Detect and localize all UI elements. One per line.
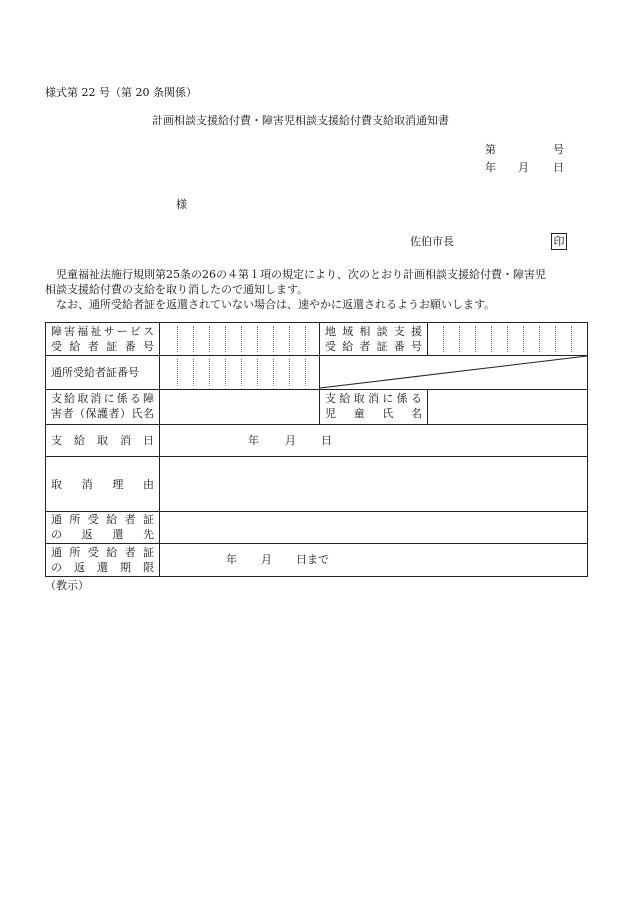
label-disabled-person-name-line2: 害者（保護者）氏名 — [51, 407, 154, 420]
label-community-support-line1: 地域相談支援 — [325, 325, 422, 338]
label-cancellation-date: 支給取消日 — [51, 434, 154, 447]
label-community-support-line2: 受給者証番号 — [325, 340, 422, 353]
label-return-destination-line2: の返還先 — [51, 528, 154, 541]
label-day-service-cert-number: 通所受給者証番号 — [51, 366, 139, 379]
label-welfare-service-line2: 受給者証番号 — [51, 340, 154, 353]
label-return-destination-line1: 通所受給者証 — [51, 513, 154, 526]
label-return-deadline-line1: 通所受給者証 — [51, 546, 154, 559]
form-number: 様式第 22 号（第 20 条関係） — [45, 86, 197, 99]
issuer: 佐伯市長 — [410, 235, 454, 248]
label-disabled-person-name-line1: 支給取消に係る障 — [51, 392, 154, 405]
seal: 印 — [551, 233, 567, 250]
doc-number-suffix: 号 — [553, 143, 564, 156]
doc-number-prefix: 第 — [485, 143, 496, 156]
cancellation-day: 日 — [321, 434, 332, 447]
instruction-note: （教示） — [45, 579, 89, 592]
deadline-day: 日まで — [296, 553, 329, 566]
date-year: 年 — [485, 161, 496, 174]
cancellation-month: 月 — [285, 434, 296, 447]
label-child-name-line2: 児童氏名 — [325, 407, 422, 420]
document-title: 計画相談支援給付費・障害児相談支援給付費支給取消通知書 — [152, 114, 449, 127]
body-line-2: 相談支援給付費の支給を取り消したので通知します。 — [45, 283, 309, 296]
date-month: 月 — [518, 161, 529, 174]
label-return-deadline-line2: の返還期限 — [51, 561, 154, 574]
label-cancellation-reason: 取消理由 — [51, 478, 154, 491]
label-child-name-line1: 支給取消に係る — [325, 392, 422, 405]
deadline-month: 月 — [261, 553, 272, 566]
body-line-3: なお、通所受給者証を返還されていない場合は、速やかに返還されるようお願いします。 — [45, 298, 496, 311]
body-line-1: 児童福祉法施行規則第25条の26の４第１項の規定により、次のとおり計画相談支援給付費・障害児 — [45, 268, 546, 281]
deadline-year: 年 — [226, 553, 237, 566]
date-day: 日 — [553, 161, 564, 174]
diagonal-strike — [319, 355, 587, 389]
addressee-suffix: 様 — [176, 198, 187, 211]
cancellation-year: 年 — [248, 434, 259, 447]
label-welfare-service-line1: 障害福祉サービス — [51, 325, 154, 338]
